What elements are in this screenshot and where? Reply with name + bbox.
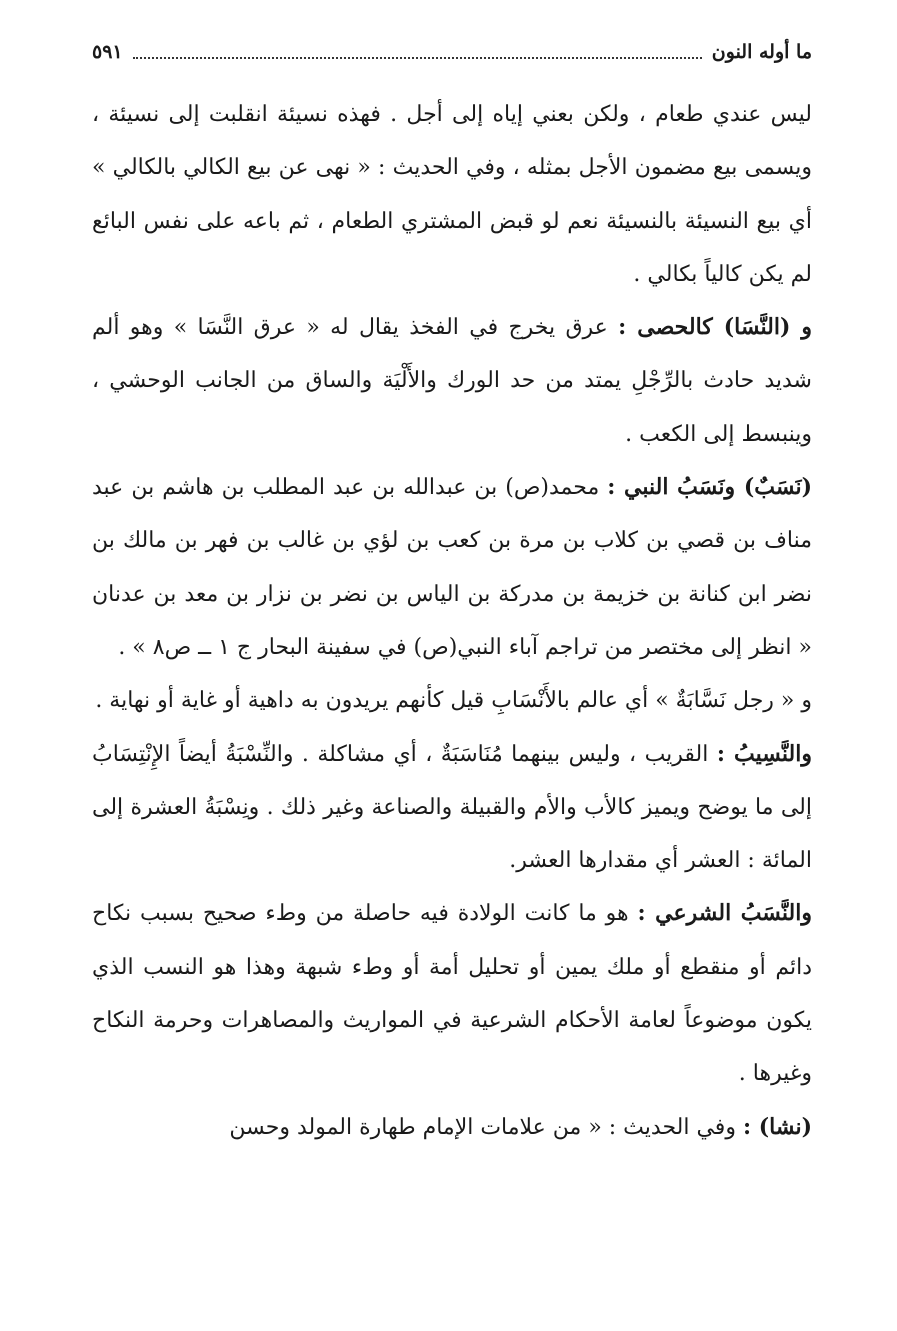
dotted-leader [133, 57, 702, 59]
entry-text: و « رجل نَسَّابَةٌ » أي عالم بالأَنْسَابِ قيل كأنهم يريدون به داهية أو غاية أو نهاية . [95, 688, 812, 714]
entry-nasib [92, 728, 812, 888]
entry-term: (نَسَبٌ) ونَسَبُ النبي : [607, 474, 812, 501]
page [92, 30, 812, 1290]
body-text [92, 88, 812, 1154]
entry-nasha [92, 1101, 812, 1154]
paragraph-continuation [92, 88, 812, 301]
chapter-title: ما أوله النون [711, 41, 812, 63]
entry-term: (نشا) : [742, 1113, 812, 1140]
paragraph-text: ليس عندي طعام ، ولكن بعني إياه إلى أجل . فهذه نسيئة انقلبت إلى نسيئة ، ويسمى بيع مضمون الأجل بمثله ، وفي الحديث : « نهى عن بيع الكالي بالكالي » أي بيع النسيئة بالنسيئة نعم لو قبض المشتري الطعام ، ثم باعه على نفس البائع لم يكن كالياً بكالي . [92, 102, 812, 287]
running-header [92, 30, 812, 74]
entry-text: هو ما كانت الولادة فيه حاصلة من وطء صحيح بسبب نكاح دائم أو منقطع أو ملك يمين أو تحليل أمة أو وطء شبهة وهذا هو النسب الذي يكون موضوعاً لعامة الأحكام الشرعية في المواريث والمصاهرات وحرمة النكاح وغيرها . [92, 901, 812, 1087]
entry-text: وفي الحديث : « من علامات الإمام طهارة المولد وحسن [229, 1114, 743, 1140]
entry-nassaba [92, 674, 812, 727]
entry-term: و (النَّسَا) كالحصى : [618, 314, 812, 341]
entry-text: عرق يخرج في الفخذ يقال له « عرق النَّسَا » وهو ألم شديد حادث بالرِّجْلِ يمتد من حد الورك والأَلْيَة والساق من الجانب الوحشي ، وينبسط إلى الكعب . [92, 315, 812, 447]
entry-nasab-nabi [92, 461, 812, 674]
entry-text: محمد(ص) بن عبدالله بن عبد المطلب بن هاشم بن عبد مناف بن قصي بن كلاب بن مرة بن كعب بن لؤي بن غالب بن فهر بن مالك بن نضر ابن كنانة بن خزيمة بن مدركة بن الياس بن نضر بن نزار بن معد بن عدنان « انظر إلى مختصر من تراجم آباء النبي(ص) في سفينة البحار ج ١ ــ ص٨ » . [92, 475, 812, 660]
entry-text: القريب ، وليس بينهما مُنَاسَبَةٌ ، أي مشاكلة . والنِّسْبَةُ أيضاً الإِنْتِسَابُ إلى ما يوضح ويميز كالأب والأم والقبيلة والصناعة وغير ذلك . ونِسْبَةُ العشرة إلى المائة : العشر أي مقدارها العشر. [92, 741, 812, 874]
page-number: ٥٩١ [92, 41, 123, 63]
entry-term: والنَّسِيبُ : [716, 740, 812, 767]
entry-nasab-sharii [92, 887, 812, 1100]
entry-term: والنَّسَبُ الشرعي : [637, 900, 813, 927]
entry-nasa [92, 301, 812, 461]
